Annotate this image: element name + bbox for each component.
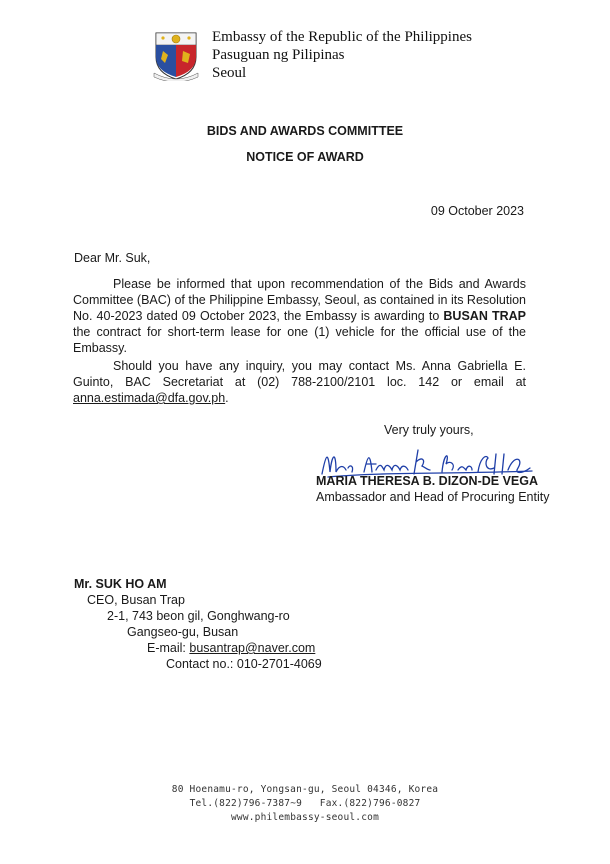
secretariat-email-link[interactable]: anna.estimada@dfa.gov.ph: [73, 391, 226, 405]
letter-date: 09 October 2023: [430, 204, 524, 218]
recipient-title: CEO, Busan Trap: [87, 593, 185, 607]
signatory-position: Ambassador and Head of Procuring Entity: [316, 490, 550, 504]
footer-address: 80 Hoenamu-ro, Yongsan-gu, Seoul 04346, Korea: [171, 784, 439, 795]
paragraph2-text-before: Should you have any inquiry, you may contact Ms. Anna Gabriella E. Guinto, BAC Secretariat at (02) 788-2100/2101 loc. 142 or email at: [73, 359, 526, 389]
recipient-name: Mr. SUK HO AM: [74, 577, 167, 591]
paragraph1-text-after: the contract for short-term lease for one (1) vehicle for the official use of the Embassy.: [73, 325, 526, 355]
recipient-address-line2: Gangseo-gu, Busan: [127, 625, 239, 639]
recipient-address-line1: 2-1, 743 beon gil, Gonghwang-ro: [107, 609, 290, 623]
recipient-email-line: [147, 641, 315, 655]
awardee-name: BUSAN TRAP: [443, 309, 526, 323]
footer-website: www.philembassy-seoul.com: [231, 812, 379, 823]
letterhead-city: Seoul: [212, 65, 247, 81]
committee-title: BIDS AND AWARDS COMMITTEE: [206, 124, 404, 138]
recipient-email-link[interactable]: busantrap@naver.com: [189, 641, 316, 655]
philippine-coat-of-arms-seal: [152, 27, 200, 81]
footer-phone-fax: Tel.(822)796-7387~9 Fax.(822)796-0827: [189, 798, 421, 809]
paragraph1-text-before: Please be informed that upon recommendation of the Bids and Awards Committee (BAC) of the Philippine Embassy, Seoul, as contained in its Resolution No. 40-2023 dated 09 October 2023, the Embassy is awarding to: [73, 277, 526, 323]
salutation: Dear Mr. Suk,: [74, 251, 151, 265]
closing: Very truly yours,: [384, 423, 474, 437]
letterhead-embassy-name: Embassy of the Republic of the Philippines: [212, 29, 472, 45]
letterhead: [212, 28, 472, 82]
signatory-name: MARIA THERESA B. DIZON-DE VEGA: [316, 474, 538, 488]
body-paragraph-inquiry: [73, 358, 526, 406]
recipient-email-label: E-mail:: [147, 641, 190, 655]
letterhead-filipino-name: Pasuguan ng Pilipinas: [212, 47, 345, 63]
paragraph2-text-after: .: [225, 391, 229, 405]
recipient-contact-number: Contact no.: 010-2701-4069: [166, 657, 322, 671]
notice-title: NOTICE OF AWARD: [246, 150, 364, 164]
body-paragraph-award: [73, 276, 526, 356]
